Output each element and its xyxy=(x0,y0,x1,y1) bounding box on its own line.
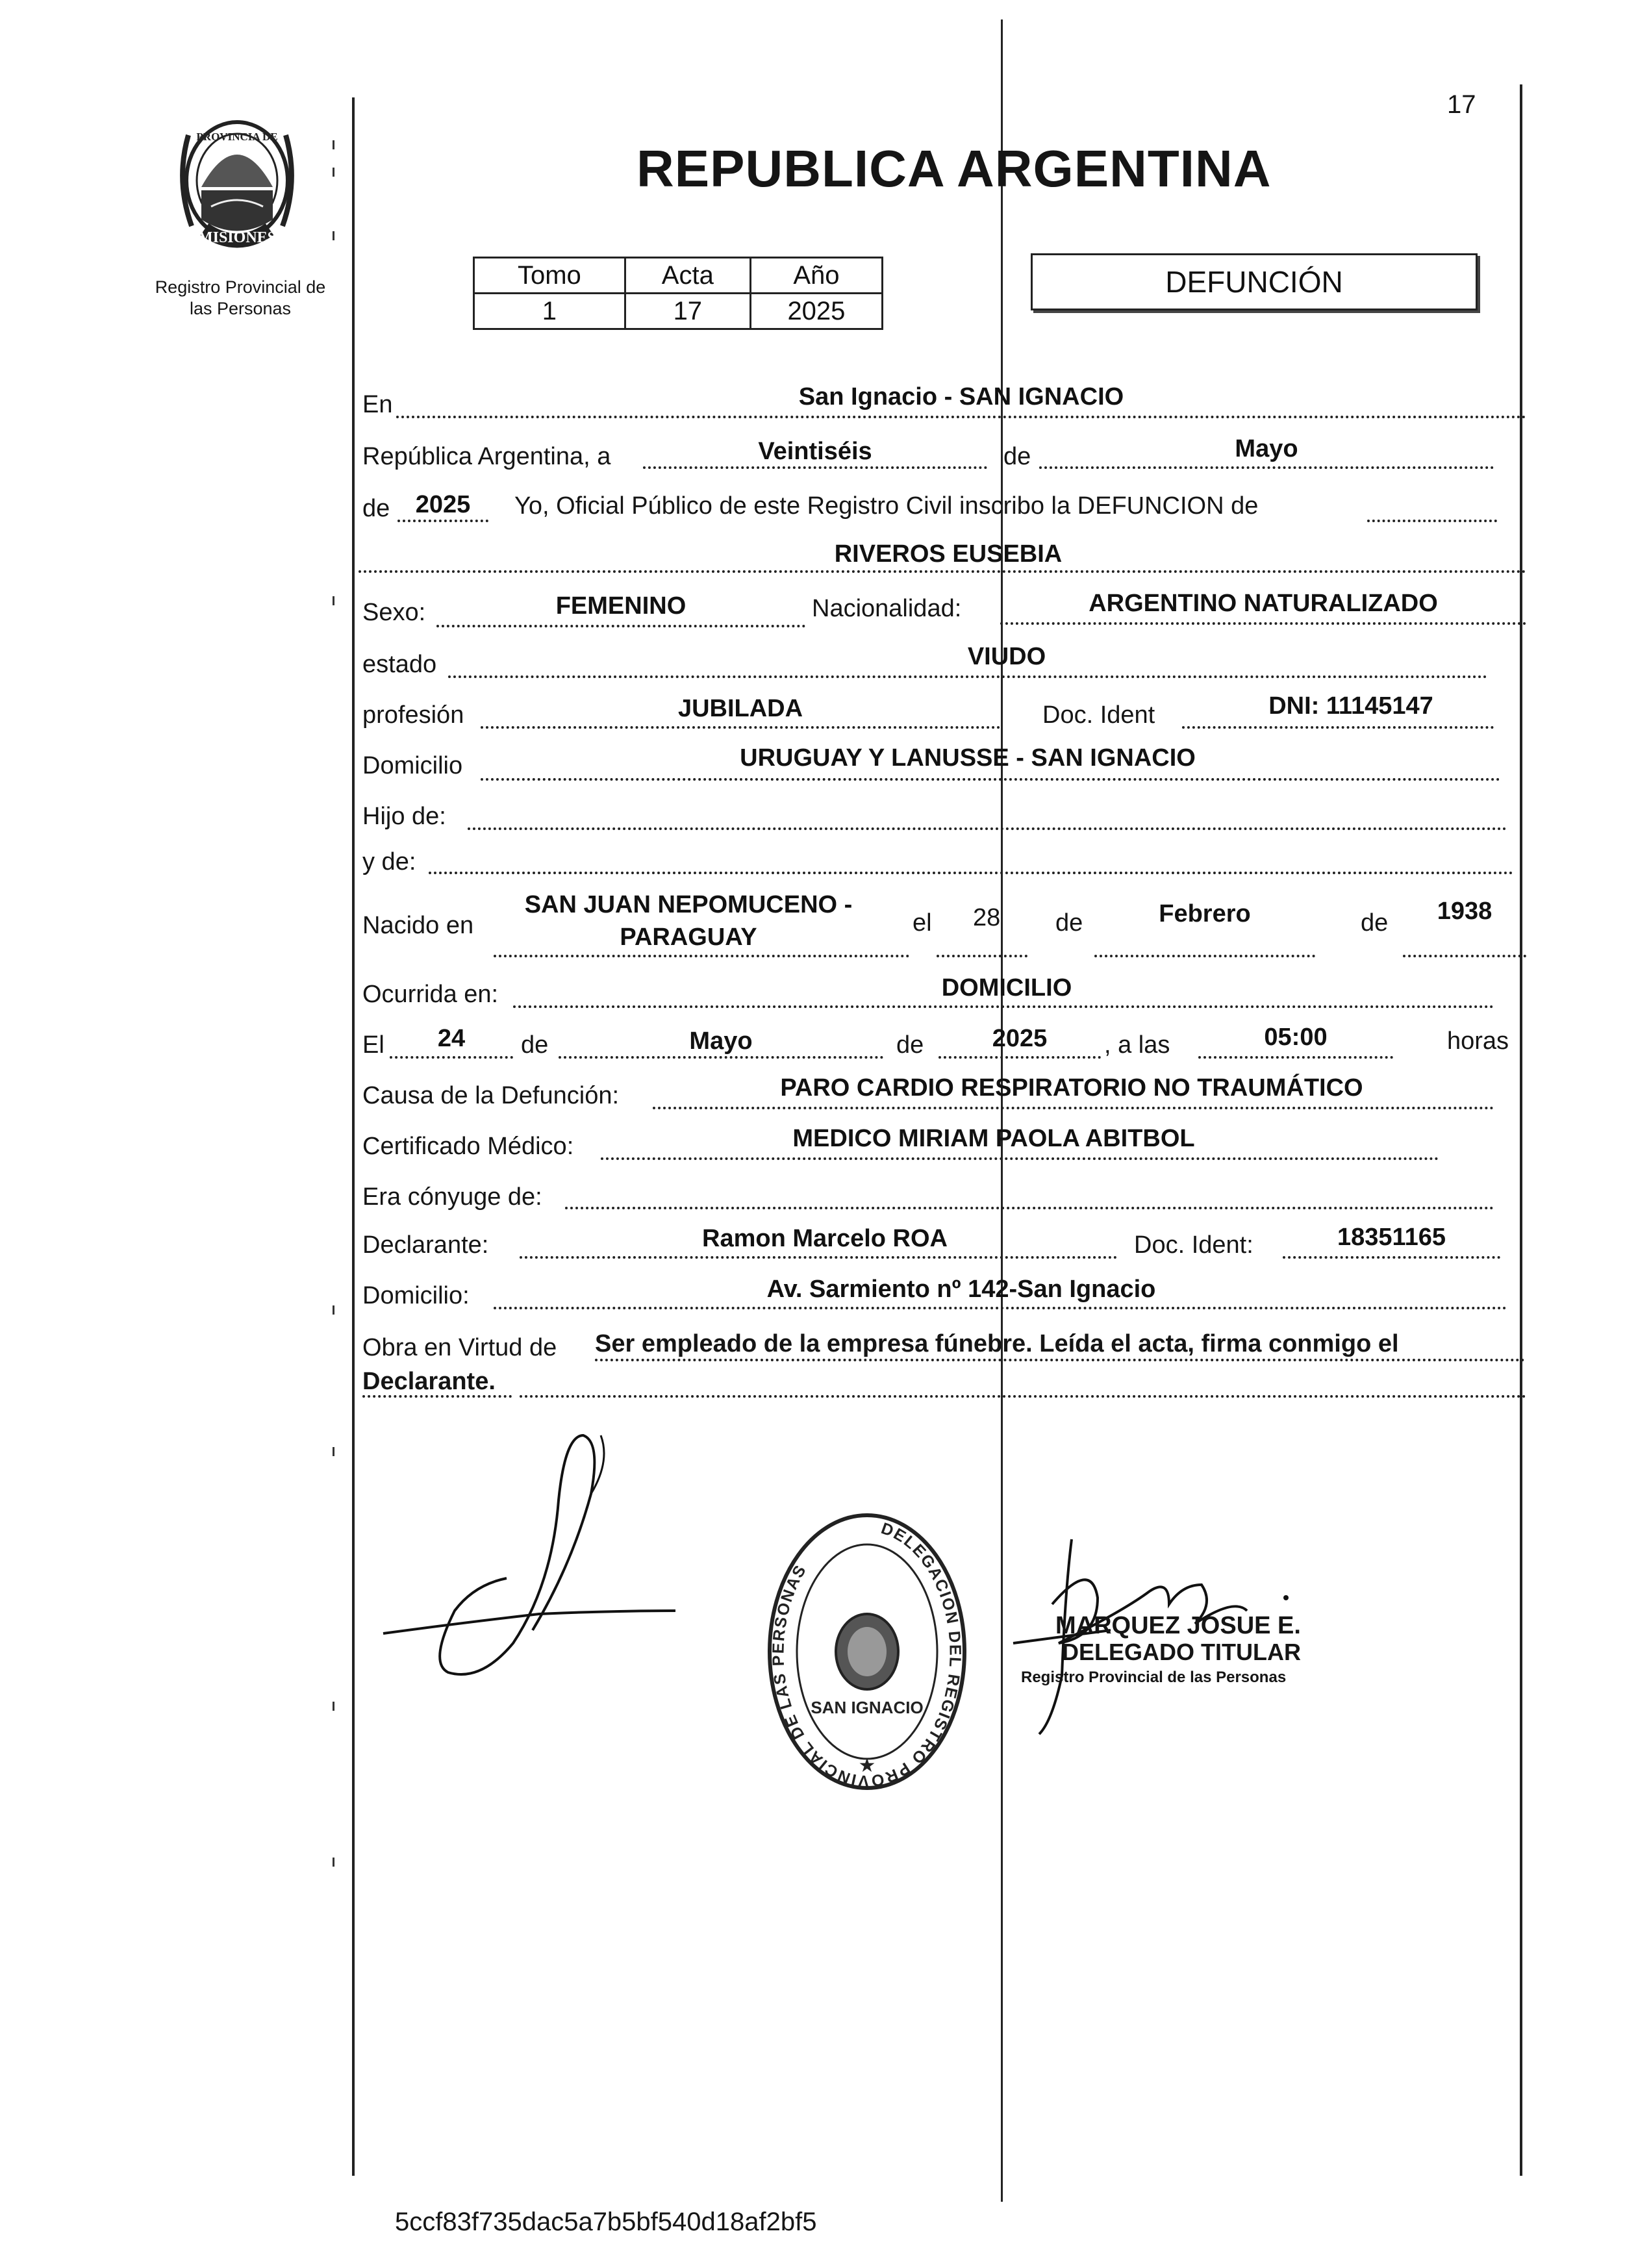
nacionalidad-label: Nacionalidad: xyxy=(812,595,962,622)
acta-value: 17 xyxy=(625,294,750,329)
sexo-label: Sexo: xyxy=(362,599,426,626)
deceased-name: RIVEROS EUSEBIA xyxy=(834,540,1063,568)
statement-dotted-line xyxy=(1367,520,1497,522)
certificado-label: Certificado Médico: xyxy=(362,1133,574,1160)
sexo-dotted-line xyxy=(436,625,805,627)
conyuge-label: Era cónyuge de: xyxy=(362,1183,542,1211)
yde-label: y de: xyxy=(362,848,416,876)
certificado-value: MEDICO MIRIAM PAOLA ABITBOL xyxy=(792,1125,1195,1152)
day-words-value: Veintiséis xyxy=(758,438,872,465)
margin-tick xyxy=(333,1858,334,1867)
nacido-dotted-line xyxy=(494,955,909,957)
declarante-doc-value: 18351165 xyxy=(1337,1224,1446,1251)
El-label: El xyxy=(362,1031,384,1059)
birth-month-dotted-line xyxy=(1094,955,1315,957)
de-label-5: de xyxy=(521,1031,549,1059)
page-number: 17 xyxy=(1447,90,1476,119)
death-day-value: 24 xyxy=(437,1025,466,1052)
de-label-3: de xyxy=(1055,909,1083,937)
en-value: San Ignacio - SAN IGNACIO xyxy=(798,383,1124,410)
registry-name-line2: las Personas xyxy=(189,299,292,318)
domicilio-label: Domicilio xyxy=(362,752,463,779)
misiones-crest-logo xyxy=(162,109,312,255)
death-month-dotted-line xyxy=(559,1056,883,1059)
nacido-value-line2: PARAGUAY xyxy=(620,924,757,951)
nacido-label: Nacido en xyxy=(362,912,474,939)
birth-day-value: 28 xyxy=(973,904,1001,931)
right-margin-line xyxy=(1520,84,1522,2176)
ocurrida-value: DOMICILIO xyxy=(941,974,1072,1002)
month-value: Mayo xyxy=(1235,435,1298,462)
a-las-label: , a las xyxy=(1104,1031,1170,1059)
declarante-value: Ramon Marcelo ROA xyxy=(702,1225,948,1252)
death-day-dotted-line xyxy=(390,1056,513,1059)
nacionalidad-dotted-line xyxy=(1000,622,1526,625)
obra-line2-dotted-line xyxy=(520,1395,1526,1398)
domicilio-dotted-line xyxy=(481,778,1500,781)
tomo-value: 1 xyxy=(474,294,625,329)
ano-value: 2025 xyxy=(750,294,882,329)
declarante-domicilio-dotted-line xyxy=(494,1307,1507,1309)
en-dotted-line xyxy=(396,416,1526,418)
declarante-doc-dotted-line xyxy=(1283,1256,1500,1259)
birth-year-value: 1938 xyxy=(1437,898,1493,925)
nacionalidad-value: ARGENTINO NATURALIZADO xyxy=(1089,590,1438,617)
death-time-dotted-line xyxy=(1198,1056,1393,1059)
official-role: DELEGADO TITULAR xyxy=(1062,1639,1301,1665)
record-table xyxy=(473,257,883,330)
death-time-value: 05:00 xyxy=(1264,1024,1328,1051)
en-label: En xyxy=(362,391,393,418)
yde-dotted-line xyxy=(429,872,1513,874)
hijo-dotted-line xyxy=(468,827,1507,830)
ano-header: Año xyxy=(750,258,882,294)
de-label-1: de xyxy=(1003,443,1031,470)
profesion-dotted-line xyxy=(481,726,1000,729)
ocurrida-dotted-line xyxy=(513,1005,1494,1008)
page-title: REPUBLICA ARGENTINA xyxy=(636,140,1272,197)
de-label-6: de xyxy=(896,1031,924,1059)
de-label-2: de xyxy=(362,495,390,522)
margin-tick xyxy=(333,1305,334,1315)
domicilio-value: URUGUAY Y LANUSSE - SAN IGNACIO xyxy=(740,744,1196,772)
obra-label: Obra en Virtud de xyxy=(362,1334,557,1361)
statement-text: Yo, Oficial Público de este Registro Civil inscribo la DEFUNCION de xyxy=(514,492,1259,520)
margin-tick xyxy=(333,140,334,149)
death-year-dotted-line xyxy=(938,1056,1101,1059)
birth-year-dotted-line xyxy=(1403,955,1526,957)
registry-name-line1: Registro Provincial de xyxy=(155,277,326,297)
acta-header: Acta xyxy=(625,258,750,294)
margin-tick xyxy=(333,231,334,240)
declarante-domicilio-label: Domicilio: xyxy=(362,1282,470,1309)
obra-value-line2: Declarante. xyxy=(362,1368,496,1395)
san-ignacio-seal xyxy=(760,1506,974,1798)
conyuge-dotted-line xyxy=(565,1207,1494,1209)
margin-tick xyxy=(333,596,334,605)
crest-banner-text: MISIONES xyxy=(197,229,277,246)
causa-label: Causa de la Defunción: xyxy=(362,1082,620,1109)
crest-arc-text: PROVINCIA DE xyxy=(196,131,278,143)
causa-value: PARO CARDIO RESPIRATORIO NO TRAUMÁTICO xyxy=(780,1074,1363,1102)
birth-month-value: Febrero xyxy=(1159,900,1251,927)
margin-tick xyxy=(333,168,334,177)
doc-ident-value: DNI: 11145147 xyxy=(1268,692,1433,720)
ocurrida-label: Ocurrida en: xyxy=(362,981,499,1008)
death-month-value: Mayo xyxy=(689,1027,753,1055)
record-type-box: DEFUNCIÓN xyxy=(1031,253,1478,310)
declarante-dotted-line xyxy=(520,1256,1117,1259)
margin-tick xyxy=(333,1702,334,1711)
seal-star-icon: ★ xyxy=(858,1754,876,1777)
obra-dotted-line xyxy=(595,1359,1525,1361)
obra-value-line1: Ser empleado de la empresa fúnebre. Leída el acta, firma conmigo el xyxy=(595,1330,1399,1357)
death-year-value: 2025 xyxy=(992,1025,1048,1052)
declarante-label: Declarante: xyxy=(362,1231,489,1259)
certificado-dotted-line xyxy=(601,1157,1439,1160)
seal-inner-text: SAN IGNACIO xyxy=(811,1698,924,1717)
el-label: el xyxy=(913,909,932,937)
estado-value: VIUDO xyxy=(967,643,1046,670)
month-dotted-line xyxy=(1039,466,1494,469)
fold-line xyxy=(1001,19,1003,2202)
day-dotted-line xyxy=(643,466,987,469)
hijo-label: Hijo de: xyxy=(362,803,446,830)
horas-label: horas xyxy=(1447,1027,1509,1055)
deceased-dotted-line xyxy=(359,570,1526,573)
year-value: 2025 xyxy=(415,491,471,518)
nacido-value-line1: SAN JUAN NEPOMUCENO - xyxy=(524,891,853,918)
obra-line2-underline xyxy=(362,1395,512,1398)
doc-ident-label: Doc. Ident xyxy=(1042,701,1155,729)
profesion-label: profesión xyxy=(362,701,464,729)
seal-ring-text: DELEGACION DEL REGISTRO PROVINCIAL DE LAS PERSONAS xyxy=(769,1519,964,1791)
estado-label: estado xyxy=(362,651,437,678)
doc-ident-dotted-line xyxy=(1182,726,1494,729)
estado-dotted-line xyxy=(448,675,1487,678)
sexo-value: FEMENINO xyxy=(555,592,687,620)
official-name: MARQUEZ JOSUE E. xyxy=(1055,1612,1301,1639)
margin-tick xyxy=(333,1447,334,1456)
causa-dotted-line xyxy=(653,1107,1494,1109)
left-margin-line xyxy=(352,97,355,2176)
document-hash: 5ccf83f735dac5a7b5bf540d18af2bf5 xyxy=(395,2208,817,2236)
tomo-header: Tomo xyxy=(474,258,625,294)
de-label-4: de xyxy=(1361,909,1389,937)
official-institution: Registro Provincial de las Personas xyxy=(1021,1669,1287,1686)
declarant-signature xyxy=(377,1416,688,1695)
year-dotted-line xyxy=(397,520,488,522)
declarante-domicilio-value: Av. Sarmiento nº 142-San Ignacio xyxy=(766,1276,1156,1303)
birth-day-dotted-line xyxy=(937,955,1027,957)
declarante-doc-label: Doc. Ident: xyxy=(1134,1231,1253,1259)
profesion-value: JUBILADA xyxy=(677,695,803,722)
republica-label: República Argentina, a xyxy=(362,443,611,470)
